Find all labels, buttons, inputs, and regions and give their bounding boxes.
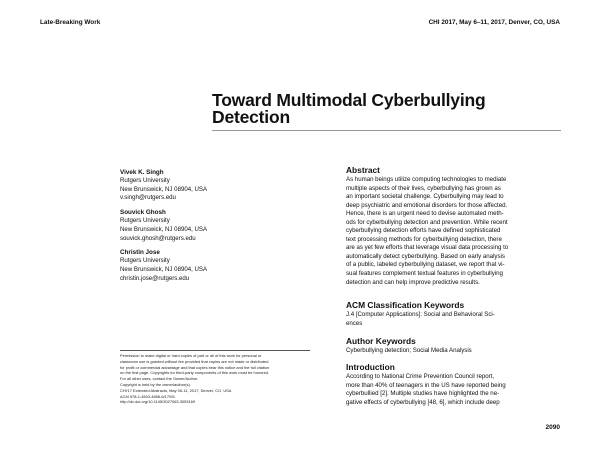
abstract-line: are as yet few efforts that leverage visual data processing to [346, 244, 509, 252]
abstract-line: multiple aspects of their lives, cyberbullying has grown as [346, 184, 501, 192]
introduction-section [346, 362, 576, 407]
running-header-right: CHI 2017, May 6–11, 2017, Denver, CO, USA [428, 19, 560, 26]
author-name: Vivek K. Singh [120, 169, 164, 176]
paper-title [212, 92, 572, 126]
permission-line: on the first page. Copyrights for third-party components of this work must be honored. [120, 370, 270, 376]
introduction-line: gative effects of cyberbullying [48, 6], which include deep [346, 398, 500, 406]
author-email: christin.jose@rutgers.edu [120, 274, 190, 282]
title-divider [212, 130, 561, 131]
acm-line: J.4 [Computer Applications]: Social and Behavioral Sci- [346, 311, 495, 318]
introduction-line: According to National Crime Prevention Council report, [346, 373, 495, 380]
introduction-heading: Introduction [346, 362, 395, 372]
permission-line: Permission to make digital or hard copies of part or all of this work for personal or [120, 353, 262, 358]
author-address: New Brunswick, NJ 08904, USA [120, 225, 208, 233]
abstract-heading: Abstract [346, 165, 380, 175]
page-number: 2090 [545, 424, 560, 431]
abstract-line: an important societal challenge. Cyberbullying may lead to [346, 193, 504, 201]
author-affiliation: Rutgers University [120, 257, 170, 265]
introduction-line: cyberbullied [2]. Multiple studies have highlighted the ne- [346, 390, 500, 398]
abstract-line: text processing methods for cyberbullying detection, there [346, 235, 502, 243]
author-list [120, 168, 310, 288]
abstract-line: automatically detect cyberbullying. Based on early analysis [346, 252, 505, 260]
keywords-heading: Author Keywords [346, 336, 416, 346]
abstract-line: As human beings utilize computing technologies to mediate [346, 176, 507, 183]
introduction-body [346, 373, 576, 407]
author-block [120, 168, 310, 203]
permission-line: CHI'17 Extended Abstracts, May 06-11, 2017, Denver, CO, USA [120, 387, 232, 393]
permission-line: http://dx.doi.org/10.1145/3027063.3053169 [120, 399, 196, 405]
abstract-section [346, 165, 576, 287]
acm-classification-section [346, 300, 576, 328]
abstract-line: detection and can help improve predictive results. [346, 278, 480, 286]
author-address: New Brunswick, NJ 08904, USA [120, 265, 208, 273]
permission-line: for profit or commercial advantage and that copies bear this notice and the full citation [120, 364, 270, 370]
permission-line: classroom use is granted without fee provided that copies are not made or distributed [120, 358, 269, 364]
author-name: Christin Jose [120, 249, 160, 257]
abstract-line: Hence, there is an urgent need to devise automated meth- [346, 210, 504, 218]
author-address: New Brunswick, NJ 08904, USA [120, 185, 208, 193]
permission-line: For all other uses, contact the Owner/Author. [120, 376, 199, 382]
author-keywords-section [346, 336, 576, 356]
abstract-line: cyberbullying detection efforts have defined sophisticated [346, 227, 501, 235]
abstract-line: of a public, labeled cyberbullying dataset, we report that vi- [346, 261, 505, 269]
author-affiliation: Rutgers University [120, 217, 170, 225]
abstract-body [346, 176, 576, 287]
keywords-line: Cyberbullying detection; Social Media Analysis [346, 347, 472, 354]
author-block [120, 248, 310, 283]
author-affiliation: Rutgers University [120, 177, 170, 184]
running-header-left: Late-Breaking Work [40, 19, 101, 26]
author-block [120, 208, 310, 243]
introduction-line: more than 40% of teenagers in the US have reported being [346, 381, 506, 389]
author-email: souvick.ghosh@rutgers.edu [120, 234, 196, 242]
permission-line: ACM 978-1-4503-4656-6/17/05. [120, 393, 176, 399]
permission-line: Copyright is held by the owner/author(s). [120, 381, 191, 387]
paper-title-line: Detection [212, 107, 290, 127]
abstract-line: deep psychiatric and emotional disorders for those affected. [346, 201, 508, 209]
acm-line: ences [346, 319, 363, 327]
paper-title-line: Toward Multimodal Cyberbullying [212, 90, 486, 110]
acm-body [346, 311, 576, 328]
keywords-body [346, 347, 576, 356]
acm-heading: ACM Classification Keywords [346, 300, 465, 310]
permission-notice [120, 350, 310, 405]
author-name: Souvick Ghosh [120, 209, 166, 217]
abstract-line: ods for cyberbullying detection and prevention. While recent [346, 218, 508, 226]
author-email: v.singh@rutgers.edu [120, 194, 176, 202]
abstract-line: sual features complement textual features in cyberbullying [346, 270, 503, 278]
